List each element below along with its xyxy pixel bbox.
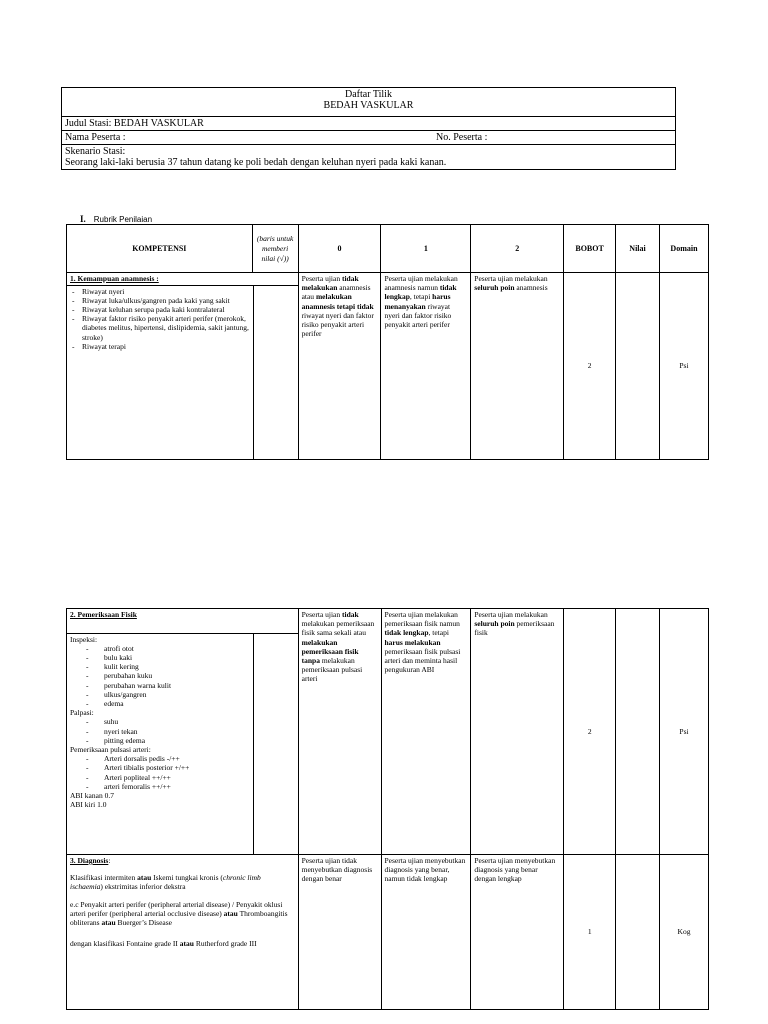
list-item: - perubahan warna kulit (86, 681, 250, 690)
col-check: (baris untuk memberi nilai (√)) (252, 225, 298, 273)
list-item: - Riwayat luka/ulkus/gangren pada kaki yang sakit (70, 296, 250, 305)
judul-stasi: Judul Stasi: BEDAH VASKULAR (62, 117, 676, 131)
list-item: - nyeri tekan (86, 727, 250, 736)
skenario-label: Skenario Stasi: (65, 146, 126, 157)
physical-exam-domain: Psi (660, 609, 709, 855)
header-table (61, 87, 676, 170)
list-item: - perubahan kuku (86, 671, 250, 680)
list-item: - Riwayat keluhan serupa pada kaki kontralateral (70, 305, 250, 314)
check-cell[interactable] (254, 633, 298, 854)
skenario-text: Seorang laki-laki berusia 37 tahun datang ke poli bedah dengan keluhan nyeri pada kaki kanan. (65, 157, 447, 168)
list-item: - pitting edema (86, 736, 250, 745)
peserta-row (62, 131, 676, 145)
physical-exam-score-1: Peserta ujian melakukan pemeriksaan fisik namun tidak lengkap, tetapi harus melakukan pemeriksaan fisik pulsasi arteri dan meminta hasil pengukuran ABI (381, 609, 471, 855)
anamnesis-list (70, 287, 250, 351)
rubric-table-1 (66, 224, 709, 460)
physical-exam-title: 2. Pemeriksaan Fisik (70, 610, 137, 619)
diagnosis-bobot: 1 (564, 855, 616, 1010)
abi-left: ABI kiri 1.0 (70, 800, 107, 810)
diagnosis-score-0: Peserta ujian tidak menyebutkan diagnosis dengan benar (298, 855, 381, 1010)
diagnosis-title: 3. Diagnosis (70, 856, 109, 865)
col-kompetensi: KOMPETENSI (67, 225, 253, 273)
diagnosis-para-1: Klasifikasi intermiten atau Iskemi tungkai kronis (chronic limb ischaemia) ekstrimitas inferior dekstra (70, 873, 261, 892)
list-item: - Arteri popliteal ++/++ (86, 773, 250, 782)
diagnosis-score-2: Peserta ujian menyebutkan diagnosis yang benar dengan lengkap (471, 855, 564, 1010)
anamnesis-nilai[interactable] (616, 273, 660, 460)
list-item: - arteri femoralis ++/++ (86, 782, 250, 791)
physical-exam-bobot: 2 (564, 609, 616, 855)
inspeksi-list (70, 644, 250, 708)
col-score-1: 1 (381, 225, 471, 273)
list-item: - suhu (86, 717, 250, 726)
anamnesis-bobot: 2 (564, 273, 616, 460)
list-item: - Arteri tibialis posterior +/++ (86, 763, 250, 772)
rubric-table-2 (66, 608, 709, 1010)
col-domain: Domain (659, 225, 708, 273)
col-score-2: 2 (471, 225, 564, 273)
pulsasi-label: Pemeriksaan pulsasi arteri: (70, 744, 151, 754)
abi-right: ABI kanan 0.7 (70, 790, 114, 800)
diagnosis-nilai[interactable] (616, 855, 660, 1010)
list-item: - edema (86, 699, 250, 708)
col-bobot: BOBOT (564, 225, 616, 273)
list-item: - ulkus/gangren (86, 690, 250, 699)
anamnesis-score-1: Peserta ujian melakukan anamnesis namun tidak lengkap, tetapi harus menanyakan riwayat nyeri dan faktor risiko penyakit arteri perifer (381, 273, 471, 460)
physical-exam-competency (67, 609, 299, 855)
section-heading (80, 214, 152, 224)
list-item: - Riwayat terapi (70, 342, 250, 351)
diagnosis-para-2: e.c Penyakit arteri perifer (peripheral arterial disease) / Penyakit oklusi arteri perifer (peripheral arterial occlusive disease) atau Thromboangitis obliterans atau Buerger’s Disease (70, 899, 288, 928)
list-item: - Riwayat nyeri (70, 287, 250, 296)
diagnosis-para-3: dengan klasifikasi Fontaine grade II atau Rutherford grade III (70, 939, 257, 949)
inspeksi-label: Inspeksi: (70, 634, 98, 644)
list-item: - Arteri dorsalis pedis -/++ (86, 754, 250, 763)
col-nilai: Nilai (616, 225, 660, 273)
physical-exam-score-2: Peserta ujian melakukan seluruh poin pemeriksaan fisik (471, 609, 564, 855)
check-cell[interactable] (254, 285, 298, 459)
skenario-cell (62, 145, 676, 170)
col-score-0: 0 (298, 225, 381, 273)
physical-exam-score-0: Peserta ujian tidak melakukan pemeriksaan fisik sama sekali atau melakukan pemeriksaan fisik tanpa melakukan pemeriksaan pulsasi arteri (298, 609, 381, 855)
list-item: - Riwayat faktor risiko penyakit arteri perifer (merokok, diabetes melitus, hipertensi, dislipidemia, sakit jantung, stroke) (70, 314, 250, 342)
physical-exam-nilai[interactable] (616, 609, 660, 855)
list-item: - bulu kaki (86, 653, 250, 662)
list-item: - atrofi otot (86, 644, 250, 653)
no-peserta-label: No. Peserta : (436, 132, 488, 143)
section-number: I. (80, 214, 86, 224)
diagnosis-score-1: Peserta ujian menyebutkan diagnosis yang benar, namun tidak lengkap (381, 855, 471, 1010)
list-item: - kulit kering (86, 662, 250, 671)
anamnesis-score-0: Peserta ujian tidak melakukan anamnesis atau melakukan anamnesis tetapi tidak riwayat nyeri dan faktor risiko penyakit arteri perifer (298, 273, 381, 460)
diagnosis-competency: 3. Diagnosis: Klasifikasi intermiten atau Iskemi tungkai kronis (chronic limb ischaemia) ekstrimitas inferior dekstra e.c Penyakit arteri perifer (peripheral arterial disease) / Penyakit oklusi arteri perifer (peripheral arterial occlusive disease) atau Thromboangitis obliterans atau Buerger’s Disease dengan klasifikasi Fontaine grade II atau Rutherford grade III (67, 855, 299, 1010)
palpasi-list (70, 717, 250, 745)
anamnesis-competency (67, 273, 299, 460)
section-label: Rubrik Penilaian (93, 215, 153, 224)
diagnosis-domain: Kog (660, 855, 709, 1010)
palpasi-label: Palpasi: (70, 708, 94, 718)
anamnesis-score-2: Peserta ujian melakukan seluruh poin anamnesis (471, 273, 564, 460)
anamnesis-domain: Psi (659, 273, 708, 460)
pulsasi-list (70, 754, 250, 791)
doc-title: Daftar Tilik (345, 89, 392, 100)
nama-peserta-label: Nama Peserta : (65, 132, 126, 143)
doc-title-cell (62, 88, 676, 117)
anamnesis-title: 1. Kemampuan anamnesis : (70, 274, 159, 283)
doc-subtitle: BEDAH VASKULAR (323, 100, 414, 111)
